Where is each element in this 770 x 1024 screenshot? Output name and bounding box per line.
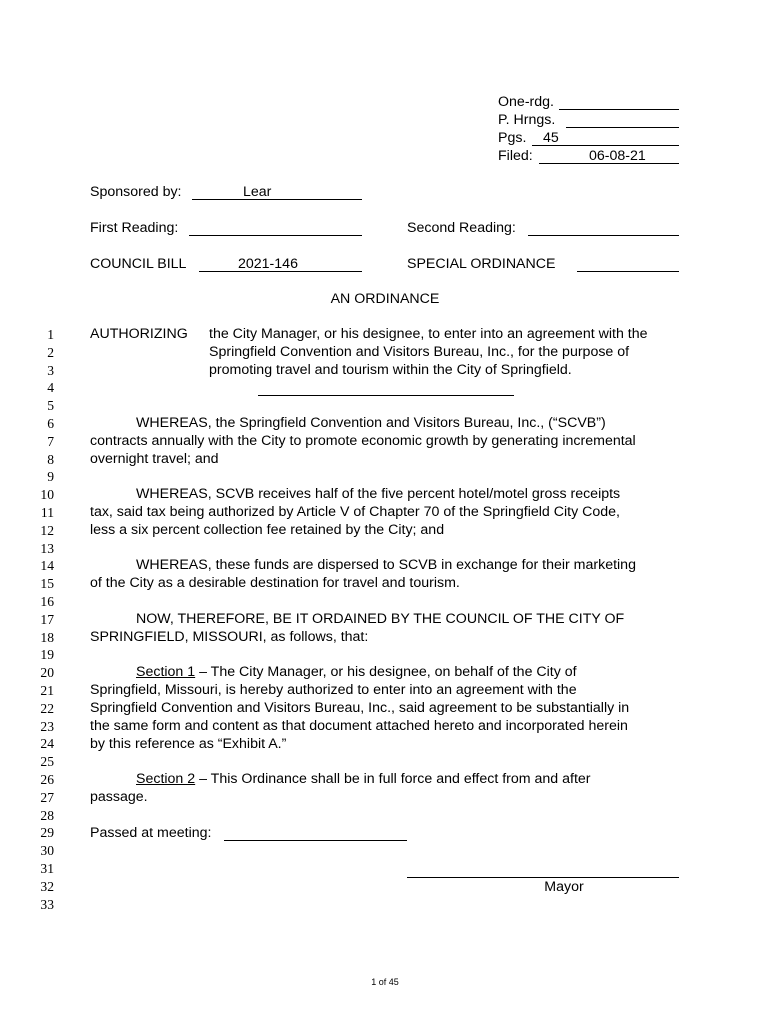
line-number: 26 [40, 772, 54, 787]
line-number: 2 [47, 344, 54, 360]
line-number: 15 [40, 576, 54, 592]
whereas-2-first: WHEREAS, SCVB receives half of the five percent hotel/motel gross receipts [136, 486, 621, 502]
mayor-label: Mayor [544, 879, 584, 895]
therefore-first: NOW, THEREFORE, BE IT ORDAINED BY THE COUNCIL OF THE CITY OF [136, 611, 625, 627]
line-number: 6 [47, 416, 54, 431]
authorizing-line: Springfield Convention and Visitors Bureau, Inc., for the purpose of [209, 344, 630, 360]
whereas-1-first: WHEREAS, the Springfield Convention and Visitors Bureau, Inc., (“SCVB”) [136, 415, 606, 431]
section-2-first-rest: – This Ordinance shall be in full force and effect from and after [195, 771, 591, 787]
line-number: 9 [47, 469, 54, 485]
second-reading-label: Second Reading: [407, 220, 516, 236]
authorizing-line: the City Manager, or his designee, to enter into an agreement with the [209, 326, 648, 342]
authorizing-rule [258, 389, 514, 396]
line-number: 8 [47, 451, 54, 467]
p-hrngs-label: P. Hrngs. [498, 112, 556, 128]
section-1-line: Springfield Convention and Visitors Bureau, Inc., said agreement to be substantially in [90, 700, 630, 716]
line-number: 4 [47, 380, 54, 396]
filed-value: 06-08-21 [589, 148, 646, 164]
first-reading-label: First Reading: [90, 220, 179, 236]
section-1-heading: Section 1 [136, 664, 196, 680]
line-number: 17 [40, 611, 54, 627]
section-2-heading: Section 2 [136, 771, 196, 787]
section-2-first [136, 771, 591, 789]
line-number: 20 [40, 665, 54, 681]
council-bill-value: 2021-146 [238, 256, 298, 272]
line-number: 28 [40, 807, 54, 823]
line-number: 23 [40, 718, 54, 734]
line-number: 13 [40, 540, 54, 556]
passed-at-meeting-line [224, 827, 407, 841]
council-bill-label: COUNCIL BILL [90, 256, 187, 272]
line-number: 27 [40, 789, 54, 805]
therefore-second: SPRINGFIELD, MISSOURI, as follows, that: [90, 629, 369, 645]
line-number: 1 [47, 327, 54, 342]
line-number: 10 [40, 487, 54, 503]
section-1-first [136, 664, 577, 682]
line-number: 14 [40, 558, 54, 574]
ordinance-title: AN ORDINANCE [330, 291, 440, 307]
line-number: 29 [40, 825, 54, 841]
whereas-3-first: WHEREAS, these funds are dispersed to SCVB in exchange for their marketing [136, 557, 636, 573]
section-1-line: by this reference as “Exhibit A.” [90, 736, 287, 752]
second-reading-line [528, 222, 679, 236]
filed-label: Filed: [498, 148, 533, 164]
pgs-value: 45 [543, 130, 559, 146]
sponsor-line [192, 186, 362, 200]
line-number: 22 [40, 700, 54, 716]
whereas-1-line: contracts annually with the City to promote economic growth by generating incremental [90, 433, 636, 449]
line-number: 21 [40, 683, 54, 698]
line-number: 32 [40, 878, 54, 894]
line-number: 19 [40, 647, 54, 663]
one-rdg-line [559, 96, 679, 110]
authorizing-label: AUTHORIZING [90, 326, 188, 342]
p-hrngs-line [566, 114, 679, 128]
first-reading-line [189, 222, 362, 236]
line-number: 12 [40, 522, 54, 538]
special-ordinance-label: SPECIAL ORDINANCE [407, 256, 556, 272]
special-ordinance-line [577, 258, 679, 272]
sponsored-by-label: Sponsored by: [90, 184, 182, 200]
line-number: 5 [47, 398, 54, 414]
page-number: 1 of 45 [371, 977, 399, 987]
authorizing-line: promoting travel and tourism within the City of Springfield. [209, 362, 572, 378]
line-number: 11 [40, 505, 54, 520]
line-number: 18 [40, 629, 54, 645]
line-number: 24 [40, 736, 54, 752]
whereas-3-line: of the City as a desirable destination for travel and tourism. [90, 575, 460, 591]
mayor-signature-line [407, 865, 679, 878]
one-rdg-label: One-rdg. [498, 94, 554, 110]
whereas-2-line: less a six percent collection fee retained by the City; and [90, 522, 445, 538]
whereas-1-line: overnight travel; and [90, 451, 219, 467]
pgs-label: Pgs. [498, 130, 527, 146]
line-number: 16 [40, 594, 54, 609]
section-2-line: passage. [90, 789, 148, 805]
line-number: 25 [40, 754, 54, 770]
line-number: 33 [40, 896, 54, 912]
line-number: 7 [47, 433, 54, 449]
section-1-first-rest: – The City Manager, or his designee, on behalf of the City of [195, 664, 577, 680]
line-number: 31 [40, 861, 54, 876]
section-1-line: Springfield, Missouri, is hereby authorized to enter into an agreement with the [90, 682, 577, 698]
passed-at-meeting-label: Passed at meeting: [90, 825, 212, 841]
whereas-2-line: tax, said tax being authorized by Article V of Chapter 70 of the Springfield City Code, [90, 504, 620, 520]
section-1-line: the same form and content as that document attached hereto and incorporated herein [90, 718, 628, 734]
line-number: 30 [40, 843, 54, 859]
line-number: 3 [47, 362, 54, 378]
sponsor-value: Lear [243, 184, 272, 200]
